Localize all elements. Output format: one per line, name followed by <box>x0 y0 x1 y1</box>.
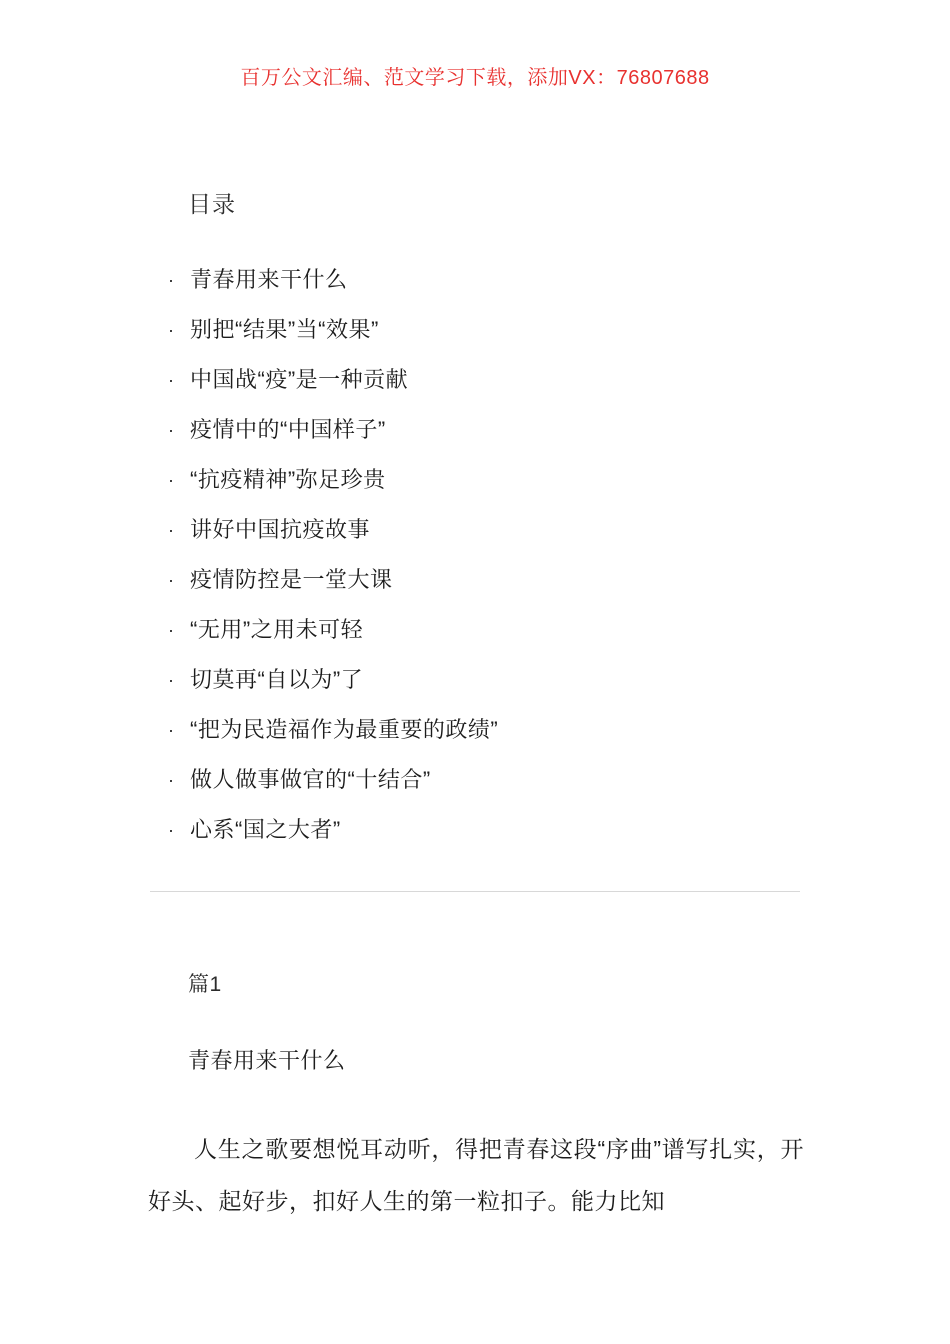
list-item[interactable] <box>168 405 950 455</box>
toc-item-label: 别把“结果”当“效果” <box>190 317 379 342</box>
toc-heading: 目录 <box>188 191 236 217</box>
list-item[interactable] <box>168 605 950 655</box>
list-item[interactable] <box>168 305 950 355</box>
list-item[interactable] <box>168 755 950 805</box>
list-item[interactable] <box>168 255 950 305</box>
bullet-icon: · <box>168 570 175 590</box>
bullet-icon: · <box>168 520 175 540</box>
toc-item-label: 讲好中国抗疫故事 <box>190 517 371 542</box>
toc-item-label: 切莫再“自以为”了 <box>190 667 364 692</box>
bullet-icon: · <box>168 820 175 840</box>
list-item[interactable] <box>168 705 950 755</box>
toc-item-label: 疫情防控是一堂大课 <box>190 567 393 592</box>
list-item[interactable] <box>168 555 950 605</box>
list-item[interactable] <box>168 455 950 505</box>
bullet-icon: · <box>168 620 175 640</box>
article-paragraph: 人生之歌要想悦耳动听，得把青春这段“序曲”谱写扎实，开好头、起好步，扣好人生的第一粒扣子。能力比知 <box>148 1136 804 1214</box>
section-divider <box>150 891 800 892</box>
list-item[interactable] <box>168 805 950 855</box>
article-section-label: 篇1 <box>188 973 222 996</box>
bullet-icon: · <box>168 720 175 740</box>
bullet-icon: · <box>168 670 175 690</box>
toc-item-label: 做人做事做官的“十结合” <box>190 767 431 792</box>
bullet-icon: · <box>168 770 175 790</box>
toc-item-label: 心系“国之大者” <box>190 817 341 842</box>
promo-banner: 百万公文汇编、范文学习下载，添加VX：76807688 <box>240 67 710 89</box>
toc-item-label: “把为民造福作为最重要的政绩” <box>190 717 499 742</box>
toc-item-label: “无用”之用未可轻 <box>190 617 364 642</box>
bullet-icon: · <box>168 270 175 290</box>
toc-list <box>0 255 950 855</box>
toc-item-label: 疫情中的“中国样子” <box>190 417 386 442</box>
toc-item-label: “抗疫精神”弥足珍贵 <box>190 467 386 492</box>
article-title: 青春用来干什么 <box>188 1048 346 1073</box>
list-item[interactable] <box>168 355 950 405</box>
bullet-icon: · <box>168 420 175 440</box>
toc-item-label: 中国战“疫”是一种贡献 <box>190 367 409 392</box>
toc-item-label: 青春用来干什么 <box>190 267 348 292</box>
bullet-icon: · <box>168 320 175 340</box>
bullet-icon: · <box>168 370 175 390</box>
list-item[interactable] <box>168 505 950 555</box>
list-item[interactable] <box>168 655 950 705</box>
bullet-icon: · <box>168 470 175 490</box>
